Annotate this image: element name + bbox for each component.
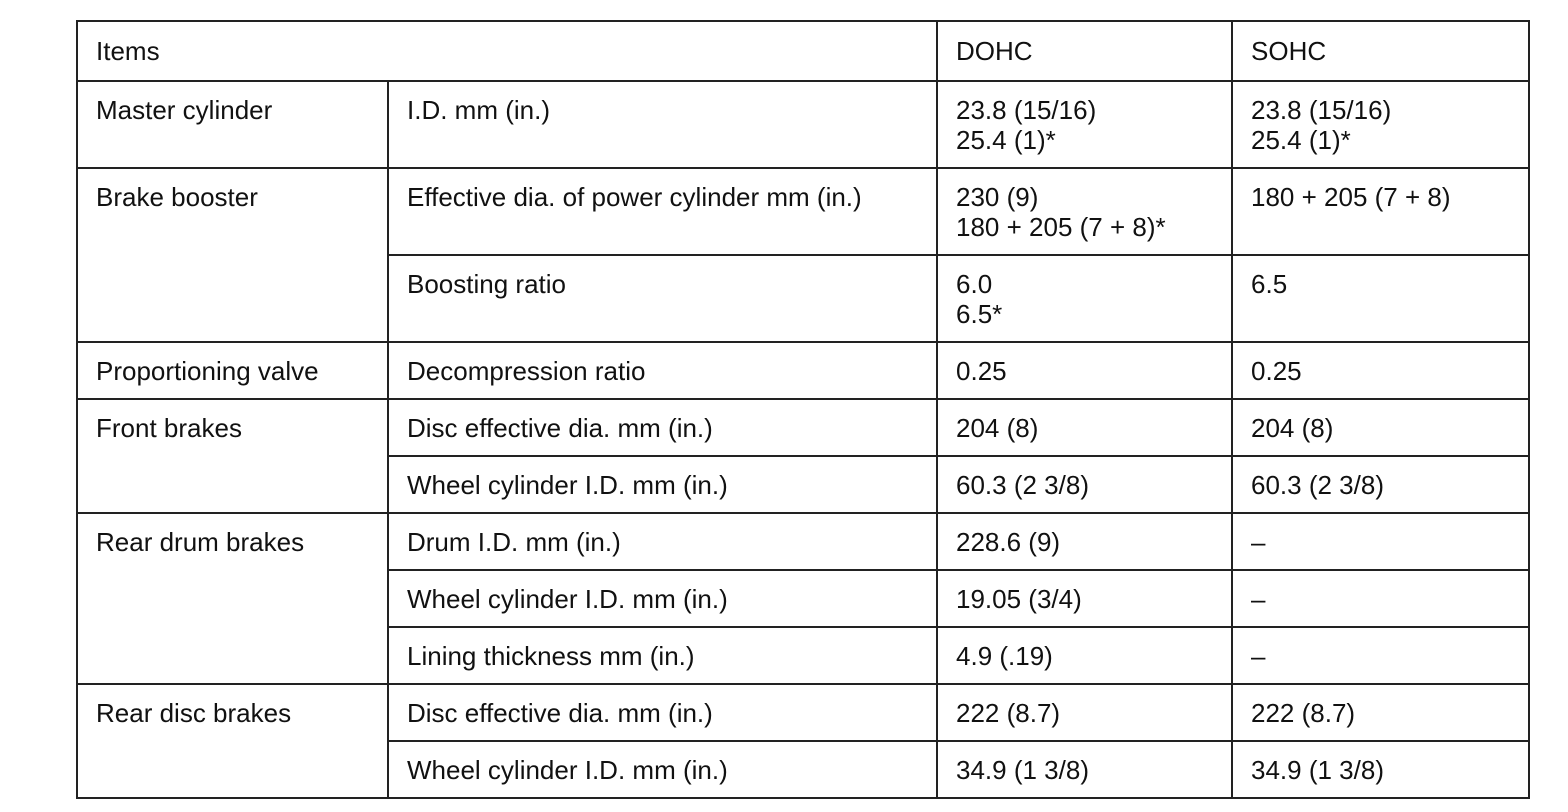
item-label: Wheel cylinder I.D. mm (in.): [388, 570, 937, 627]
group-label: Brake booster: [77, 168, 388, 342]
item-label: Drum I.D. mm (in.): [388, 513, 937, 570]
item-label: Lining thickness mm (in.): [388, 627, 937, 684]
header-items: Items: [77, 21, 937, 81]
sohc-value: –: [1232, 513, 1529, 570]
item-label: Disc effective dia. mm (in.): [388, 399, 937, 456]
group-label: Master cylinder: [77, 81, 388, 168]
table-row: [77, 81, 1529, 168]
header-dohc: DOHC: [937, 21, 1232, 81]
item-label: Wheel cylinder I.D. mm (in.): [388, 741, 937, 798]
table-row: [77, 513, 1529, 570]
dohc-value: 60.3 (2 3/8): [937, 456, 1232, 513]
dohc-value: 0.25: [937, 342, 1232, 399]
group-label: Rear disc brakes: [77, 684, 388, 798]
table-row: [77, 342, 1529, 399]
brake-specifications-table: [76, 20, 1530, 799]
table-header-row: [77, 21, 1529, 81]
sohc-value: –: [1232, 627, 1529, 684]
table-row: [77, 168, 1529, 255]
sohc-value: 0.25: [1232, 342, 1529, 399]
table-row: [77, 684, 1529, 741]
item-label: Disc effective dia. mm (in.): [388, 684, 937, 741]
group-label: Front brakes: [77, 399, 388, 513]
item-label: Effective dia. of power cylinder mm (in.): [388, 168, 937, 255]
item-label: I.D. mm (in.): [388, 81, 937, 168]
dohc-value: 34.9 (1 3/8): [937, 741, 1232, 798]
item-label: Boosting ratio: [388, 255, 937, 342]
dohc-value: 23.8 (15/16) 25.4 (1)*: [937, 81, 1232, 168]
group-label: Proportioning valve: [77, 342, 388, 399]
sohc-value: 60.3 (2 3/8): [1232, 456, 1529, 513]
group-label: Rear drum brakes: [77, 513, 388, 684]
sohc-value: 222 (8.7): [1232, 684, 1529, 741]
item-label: Decompression ratio: [388, 342, 937, 399]
item-label: Wheel cylinder I.D. mm (in.): [388, 456, 937, 513]
table-row: [77, 399, 1529, 456]
sohc-value: 180 + 205 (7 + 8): [1232, 168, 1529, 255]
sohc-value: 23.8 (15/16) 25.4 (1)*: [1232, 81, 1529, 168]
sohc-value: 34.9 (1 3/8): [1232, 741, 1529, 798]
dohc-value: 19.05 (3/4): [937, 570, 1232, 627]
dohc-value: 228.6 (9): [937, 513, 1232, 570]
header-sohc: SOHC: [1232, 21, 1529, 81]
sohc-value: 204 (8): [1232, 399, 1529, 456]
dohc-value: 6.0 6.5*: [937, 255, 1232, 342]
sohc-value: –: [1232, 570, 1529, 627]
dohc-value: 4.9 (.19): [937, 627, 1232, 684]
dohc-value: 230 (9) 180 + 205 (7 + 8)*: [937, 168, 1232, 255]
sohc-value: 6.5: [1232, 255, 1529, 342]
dohc-value: 222 (8.7): [937, 684, 1232, 741]
dohc-value: 204 (8): [937, 399, 1232, 456]
